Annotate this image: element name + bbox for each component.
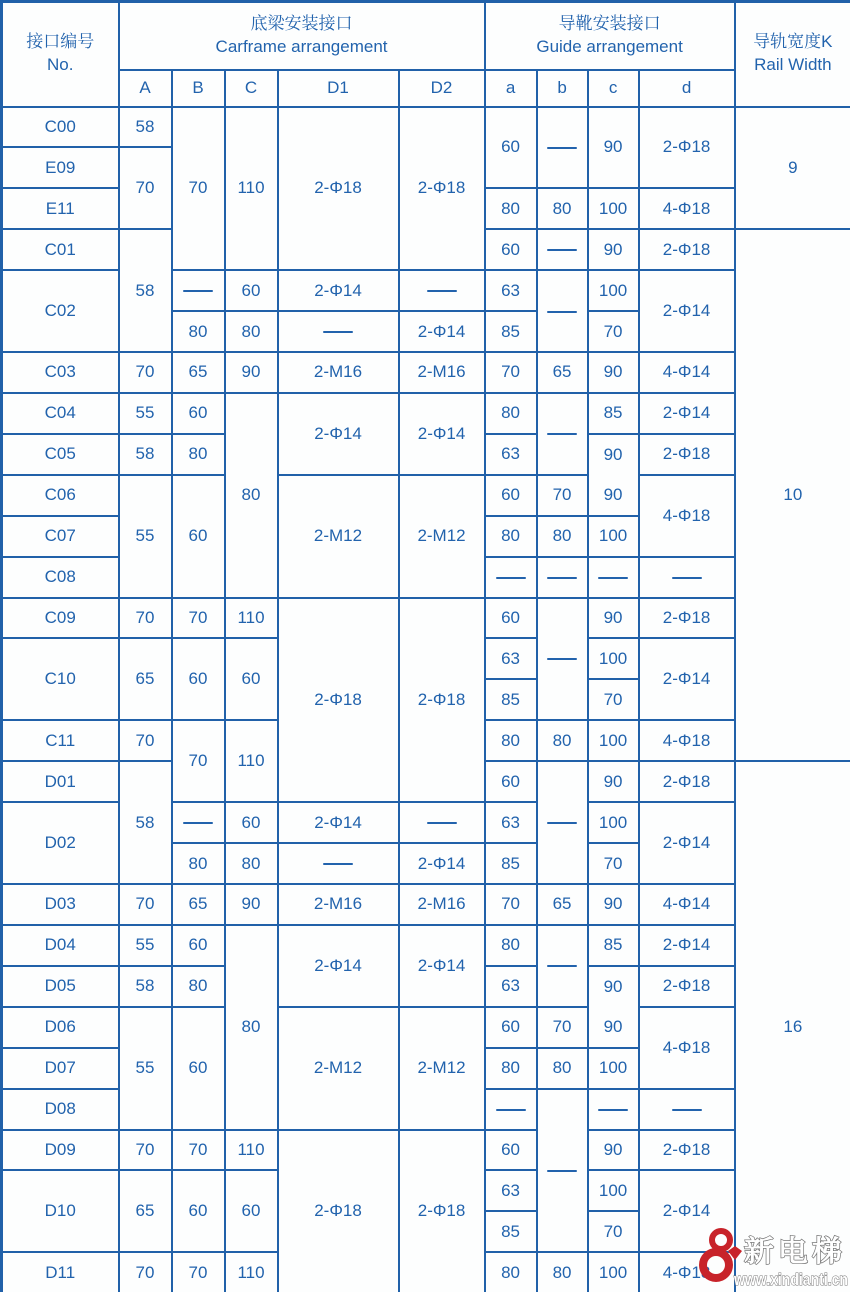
value-cell-D1: 2-Φ14 [278,393,399,475]
value-cell-a: 63 [485,802,537,843]
row-id-cell: C09 [2,598,119,639]
value-cell-D1 [278,843,399,884]
value-cell-A: 58 [119,966,172,1007]
value-cell-a: 80 [485,720,537,761]
value-cell-D2: 2-Φ14 [399,393,485,475]
value-cell-a [485,557,537,598]
value-cell-d: 4-Φ18 [639,1252,735,1292]
row-id-cell: D07 [2,1048,119,1089]
value-cell-d: 2-Φ18 [639,966,735,1007]
row-id-cell: C02 [2,270,119,352]
col-header-D1: D1 [278,70,399,107]
value-cell-D1: 2-Φ18 [278,1130,399,1292]
value-cell-b: 80 [537,720,588,761]
dash-placeholder [323,863,353,865]
value-cell-c: 70 [588,1211,639,1252]
dash-placeholder [672,577,702,579]
value-cell-C: 60 [225,270,278,311]
value-cell-c [588,1089,639,1130]
col-header-A: A [119,70,172,107]
value-cell-D2: 2-M12 [399,1007,485,1130]
value-cell-d: 2-Φ14 [639,925,735,966]
value-cell-c: 90 [588,1007,639,1048]
dash-placeholder [547,965,577,967]
value-cell-c: 100 [588,1170,639,1211]
value-cell-A: 65 [119,638,172,720]
value-cell-D2: 2-Φ14 [399,843,485,884]
value-cell-D2: 2-Φ14 [399,925,485,1007]
value-cell-C: 110 [225,107,278,271]
value-cell-D1: 2-M16 [278,352,399,393]
value-cell-d: 2-Φ18 [639,761,735,802]
col-header-a: a [485,70,537,107]
value-cell-B: 70 [172,1252,225,1292]
value-cell-d [639,1089,735,1130]
value-cell-D1: 2-Φ14 [278,925,399,1007]
value-cell-a: 60 [485,598,537,639]
value-cell-c: 100 [588,1252,639,1292]
value-cell-b: 65 [537,352,588,393]
dash-placeholder [598,577,628,579]
value-cell-b [537,557,588,598]
value-cell-B: 70 [172,720,225,802]
value-cell-D1: 2-M16 [278,884,399,925]
value-cell-D1: 2-M12 [278,1007,399,1130]
value-cell-b [537,925,588,1007]
value-cell-D2: 2-Φ18 [399,598,485,803]
value-cell-c: 100 [588,638,639,679]
value-cell-A: 55 [119,393,172,434]
table-row [2,598,850,639]
value-cell-a: 80 [485,925,537,966]
value-cell-b [537,598,588,721]
value-cell-D2 [399,802,485,843]
value-cell-A: 55 [119,475,172,598]
value-cell-c: 90 [588,884,639,925]
value-cell-c: 100 [588,1048,639,1089]
value-cell-d: 4-Φ14 [639,352,735,393]
value-cell-a: 80 [485,188,537,229]
row-id-cell: D09 [2,1130,119,1171]
header-guide-group [485,2,735,70]
value-cell-D1: 2-Φ18 [278,598,399,803]
value-cell-b [537,270,588,352]
value-cell-D1 [278,311,399,352]
value-cell-c: 70 [588,679,639,720]
value-cell-b: 70 [537,475,588,516]
value-cell-D2: 2-M12 [399,475,485,598]
value-cell-B: 70 [172,107,225,271]
row-id-cell: D04 [2,925,119,966]
value-cell-c: 90 [588,1130,639,1171]
dash-placeholder [427,822,457,824]
header-row-columns [2,70,850,107]
value-cell-a: 60 [485,1007,537,1048]
value-cell-K: 16 [735,761,850,1292]
value-cell-c: 100 [588,188,639,229]
table-row [2,1007,850,1048]
value-cell-c: 90 [588,475,639,516]
value-cell-D2: 2-M16 [399,352,485,393]
value-cell-b: 80 [537,188,588,229]
dash-placeholder [547,249,577,251]
row-id-cell: C03 [2,352,119,393]
value-cell-B: 60 [172,475,225,598]
header-carframe-group [119,2,485,70]
dash-placeholder [598,1109,628,1111]
value-cell-c: 90 [588,598,639,639]
dash-placeholder [427,290,457,292]
dash-placeholder [183,290,213,292]
value-cell-d: 4-Φ14 [639,884,735,925]
value-cell-b: 65 [537,884,588,925]
value-cell-d: 2-Φ18 [639,434,735,475]
value-cell-C: 80 [225,393,278,598]
row-id-cell: D06 [2,1007,119,1048]
value-cell-A: 58 [119,761,172,884]
value-cell-D2: 2-Φ18 [399,107,485,271]
row-id-cell: D10 [2,1170,119,1252]
value-cell-a [485,1089,537,1130]
value-cell-A: 70 [119,1252,172,1292]
value-cell-b: 70 [537,1007,588,1048]
value-cell-B: 60 [172,638,225,720]
table-header [2,2,850,107]
value-cell-B [172,270,225,311]
value-cell-c: 100 [588,720,639,761]
value-cell-a: 85 [485,1211,537,1252]
row-id-cell: C07 [2,516,119,557]
value-cell-a: 60 [485,1130,537,1171]
value-cell-B: 60 [172,1007,225,1130]
value-cell-b: 80 [537,516,588,557]
value-cell-B: 60 [172,393,225,434]
value-cell-a: 63 [485,434,537,475]
value-cell-K: 10 [735,229,850,761]
value-cell-C: 60 [225,1170,278,1252]
value-cell-d: 4-Φ18 [639,188,735,229]
value-cell-B: 70 [172,1130,225,1171]
value-cell-B: 60 [172,1170,225,1252]
value-cell-A: 70 [119,352,172,393]
dash-placeholder [547,822,577,824]
value-cell-D1: 2-Φ14 [278,802,399,843]
value-cell-A: 55 [119,1007,172,1130]
dash-placeholder [496,577,526,579]
value-cell-d: 2-Φ14 [639,270,735,352]
value-cell-A: 58 [119,434,172,475]
value-cell-a: 63 [485,638,537,679]
value-cell-d: 2-Φ14 [639,393,735,434]
value-cell-C: 80 [225,311,278,352]
value-cell-c: 85 [588,393,639,434]
logo-brand-text: 新电梯 [744,1236,844,1268]
value-cell-c: 85 [588,925,639,966]
value-cell-b [537,393,588,475]
header-rail-width [735,2,850,107]
value-cell-a: 60 [485,761,537,802]
value-cell-C: 80 [225,843,278,884]
col-header-D2: D2 [399,70,485,107]
header-carframe-zh: 底梁安装接口 [250,13,353,33]
value-cell-A: 70 [119,720,172,761]
value-cell-D1: 2-M12 [278,475,399,598]
dash-placeholder [547,147,577,149]
table-row [2,884,850,925]
value-cell-d: 4-Φ18 [639,720,735,761]
value-cell-B: 65 [172,884,225,925]
row-id-cell: C08 [2,557,119,598]
value-cell-a: 63 [485,1170,537,1211]
row-id-cell: D08 [2,1089,119,1130]
header-guide-en: Guide arrangement [536,36,683,56]
table-row [2,1130,850,1171]
value-cell-a: 70 [485,884,537,925]
col-header-d: d [639,70,735,107]
dash-placeholder [672,1109,702,1111]
row-id-cell: C11 [2,720,119,761]
value-cell-c: 70 [588,311,639,352]
value-cell-d: 2-Φ18 [639,1130,735,1171]
header-interface-no-zh: 接口编号 [26,32,95,52]
value-cell-K: 9 [735,107,850,230]
value-cell-c: 90 [588,434,639,475]
row-id-cell: C06 [2,475,119,516]
row-id-cell: C10 [2,638,119,720]
row-id-cell: D05 [2,966,119,1007]
value-cell-C: 110 [225,720,278,802]
value-cell-D1: 2-Φ18 [278,107,399,271]
dash-placeholder [547,577,577,579]
row-id-cell: D01 [2,761,119,802]
header-guide-zh: 导靴安装接口 [558,13,661,33]
value-cell-B: 80 [172,843,225,884]
row-id-cell: D03 [2,884,119,925]
dash-placeholder [547,433,577,435]
value-cell-C: 110 [225,1252,278,1292]
value-cell-D2: 2-Φ14 [399,311,485,352]
header-rail-width-en: Rail Width [754,55,832,75]
value-cell-C: 60 [225,802,278,843]
row-id-cell: C01 [2,229,119,270]
value-cell-d: 2-Φ18 [639,229,735,270]
header-interface-no-en: No. [47,55,74,75]
value-cell-b: 80 [537,1048,588,1089]
col-header-b: b [537,70,588,107]
value-cell-C: 110 [225,598,278,639]
value-cell-B [172,802,225,843]
value-cell-A: 70 [119,598,172,639]
row-id-cell: C05 [2,434,119,475]
value-cell-a: 70 [485,352,537,393]
header-carframe-en: Carframe arrangement [215,36,388,56]
value-cell-a: 80 [485,1252,537,1292]
value-cell-c: 90 [588,229,639,270]
value-cell-C: 60 [225,638,278,720]
value-cell-a: 60 [485,107,537,189]
value-cell-C: 90 [225,884,278,925]
value-cell-d: 4-Φ18 [639,1007,735,1089]
table-row [2,107,850,148]
table-body [2,107,850,1292]
table-row [2,925,850,966]
value-cell-a: 85 [485,679,537,720]
value-cell-A: 70 [119,884,172,925]
value-cell-a: 80 [485,393,537,434]
value-cell-c: 100 [588,516,639,557]
value-cell-A: 70 [119,147,172,229]
value-cell-D2: 2-Φ18 [399,1130,485,1292]
value-cell-c: 100 [588,270,639,311]
value-cell-c: 100 [588,802,639,843]
value-cell-d: 2-Φ14 [639,638,735,720]
value-cell-B: 65 [172,352,225,393]
value-cell-B: 80 [172,434,225,475]
value-cell-b [537,107,588,189]
value-cell-c: 90 [588,107,639,189]
value-cell-d: 2-Φ14 [639,1170,735,1252]
value-cell-b [537,229,588,270]
logo-url-text: www.xindianti.cn [733,1270,848,1289]
value-cell-c: 70 [588,843,639,884]
dash-placeholder [547,1170,577,1172]
col-header-C: C [225,70,278,107]
value-cell-a: 60 [485,475,537,516]
col-header-c: c [588,70,639,107]
value-cell-a: 85 [485,843,537,884]
value-cell-D1: 2-Φ14 [278,270,399,311]
table-row [2,475,850,516]
dash-placeholder [323,331,353,333]
value-cell-A: 70 [119,1130,172,1171]
value-cell-D2 [399,270,485,311]
row-id-cell: D02 [2,802,119,884]
row-id-cell: C04 [2,393,119,434]
value-cell-c: 90 [588,761,639,802]
value-cell-b [537,1089,588,1253]
value-cell-b [537,761,588,884]
value-cell-d: 2-Φ18 [639,598,735,639]
value-cell-C: 80 [225,925,278,1130]
value-cell-B: 80 [172,311,225,352]
value-cell-A: 65 [119,1170,172,1252]
value-cell-A: 58 [119,107,172,148]
value-cell-d: 2-Φ18 [639,107,735,189]
value-cell-a: 85 [485,311,537,352]
value-cell-a: 63 [485,270,537,311]
table-row [2,393,850,434]
header-row-groups [2,2,850,70]
row-id-cell: E11 [2,188,119,229]
value-cell-a: 80 [485,516,537,557]
row-id-cell: E09 [2,147,119,188]
value-cell-B: 70 [172,598,225,639]
header-interface-no [2,2,119,107]
value-cell-C: 90 [225,352,278,393]
value-cell-a: 63 [485,966,537,1007]
value-cell-c: 90 [588,966,639,1007]
row-id-cell: C00 [2,107,119,148]
value-cell-d: 2-Φ14 [639,802,735,884]
value-cell-a: 60 [485,229,537,270]
col-header-B: B [172,70,225,107]
value-cell-b: 80 [537,1252,588,1292]
table-row [2,352,850,393]
value-cell-d [639,557,735,598]
value-cell-D2: 2-M16 [399,884,485,925]
value-cell-A: 58 [119,229,172,352]
dash-placeholder [183,822,213,824]
value-cell-c [588,557,639,598]
row-id-cell: D11 [2,1252,119,1292]
value-cell-B: 60 [172,925,225,966]
header-rail-width-zh: 导轨宽度K [753,32,833,52]
value-cell-a: 80 [485,1048,537,1089]
value-cell-c: 90 [588,352,639,393]
dash-placeholder [547,311,577,313]
value-cell-B: 80 [172,966,225,1007]
dash-placeholder [547,658,577,660]
value-cell-C: 110 [225,1130,278,1171]
dash-placeholder [496,1109,526,1111]
value-cell-A: 55 [119,925,172,966]
value-cell-d: 4-Φ18 [639,475,735,557]
